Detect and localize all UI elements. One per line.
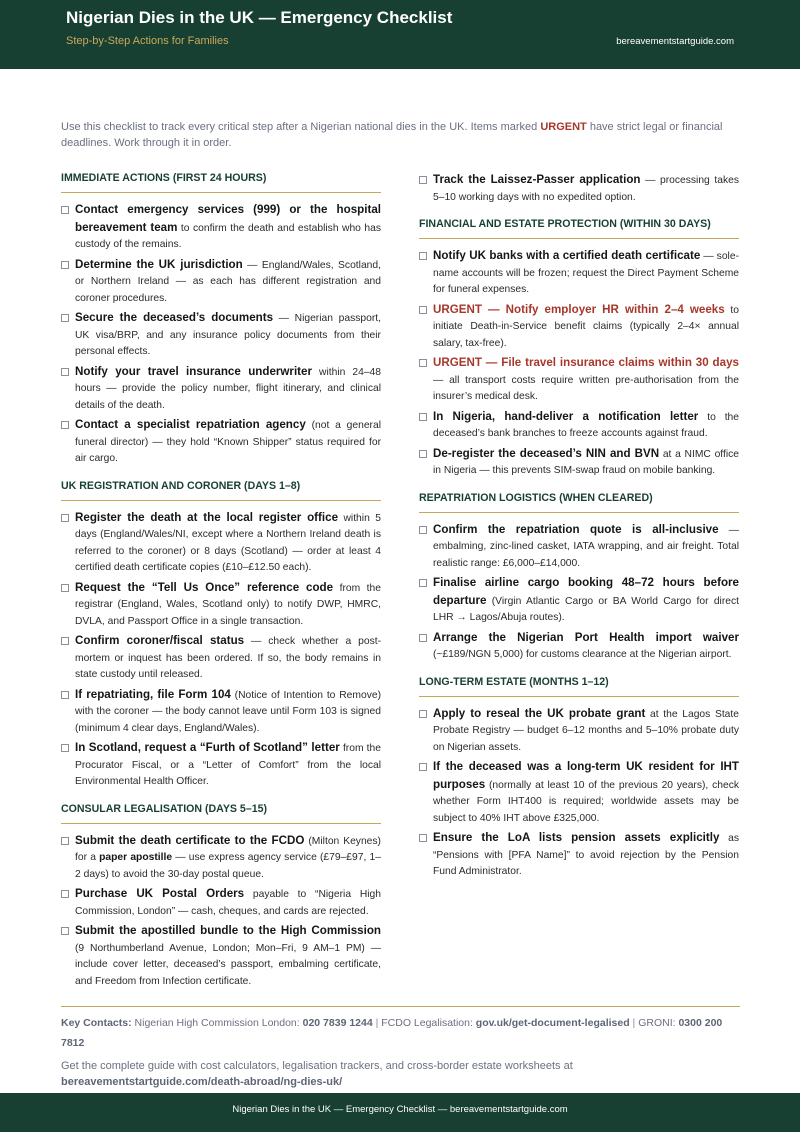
groni-phone[interactable]: 0300 200 7812: [61, 1017, 723, 1049]
item-lead: Confirm coroner/fiscal status: [75, 634, 245, 647]
groni-label: GRONI:: [638, 1017, 679, 1029]
item-text: to initiate Death-in-Service benefit claims (typically 2–4× annual salary, tax-free).: [433, 304, 740, 349]
fcdo-link[interactable]: gov.uk/get-document-legalised: [475, 1017, 630, 1029]
guide-link[interactable]: bereavementstartguide.com/death-abroad/ng-dies-uk/: [61, 1076, 343, 1088]
item-text: — processing takes 5–10 working days with no expedited option.: [433, 175, 739, 203]
page-header: [0, 0, 800, 69]
checkbox[interactable]: [61, 584, 69, 592]
hc-label: Nigerian High Commission London:: [131, 1017, 303, 1029]
checklist-item[interactable]: [61, 417, 381, 468]
checklist-item[interactable]: [419, 759, 739, 827]
item-text: (Virgin Atlantic Cargo or BA World Cargo for direct LHR → Lagos/Abuja routes).: [433, 595, 739, 623]
checklist-item[interactable]: [61, 364, 381, 415]
checkbox[interactable]: [61, 637, 69, 645]
checklist-item[interactable]: [419, 522, 739, 573]
checkbox[interactable]: [61, 206, 69, 214]
item-text: — use express agency service (£79–£97, 1–2 days) to avoid the 30-day postal queue.: [75, 852, 381, 880]
item-lead-urgent: URGENT — File travel insurance claims within 30 days: [433, 356, 739, 369]
checkbox[interactable]: [61, 314, 69, 322]
section-heading: REPATRIATION LOGISTICS (WHEN CLEARED): [419, 492, 739, 513]
item-text: within 24–48 hours — provide the policy number, flight itinerary, and clinical details of the death.: [75, 366, 381, 411]
checklist-item[interactable]: [61, 886, 381, 920]
item-lead: Apply to reseal the UK probate grant: [433, 706, 646, 720]
item-lead-urgent: URGENT — Notify employer HR within 2–4 weeks: [433, 302, 725, 316]
bottom-bar: [0, 1093, 800, 1132]
item-lead: Notify your travel insurance underwriter: [75, 364, 312, 378]
header-site-link[interactable]: bereavementstartguide.com: [616, 36, 734, 47]
checklist-item[interactable]: [61, 740, 381, 791]
page-title: Nigerian Dies in the UK — Emergency Checklist: [66, 8, 453, 27]
fcdo-label: FCDO Legalisation:: [381, 1017, 476, 1029]
checklist-item-urgent[interactable]: [419, 302, 739, 353]
item-inline-bold: paper apostille: [99, 852, 173, 863]
footer-divider: [61, 1006, 740, 1007]
checkbox[interactable]: [61, 744, 69, 752]
checkbox[interactable]: [419, 176, 427, 184]
section-heading: CONSULAR LEGALISATION (DAYS 5–15): [61, 803, 381, 824]
item-lead: Track the Laissez-Passer application: [433, 173, 641, 186]
checklist-item[interactable]: [61, 687, 381, 738]
intro-text: [61, 119, 740, 151]
checkbox[interactable]: [419, 526, 427, 534]
checkbox[interactable]: [419, 413, 427, 421]
left-column: [61, 172, 381, 993]
bottom-bar-text: Nigerian Dies in the UK — Emergency Checklist — bereavementstartguide.com: [232, 1104, 568, 1115]
item-lead: Submit the apostilled bundle to the High Commission: [75, 924, 381, 937]
checkbox[interactable]: [419, 763, 427, 771]
item-lead: Notify UK banks with a certified death certificate: [433, 249, 701, 262]
item-lead: Secure the deceased’s documents: [75, 311, 274, 324]
item-lead: If repatriating, file Form 104: [75, 687, 231, 701]
checklist-item[interactable]: [419, 446, 739, 480]
checkbox[interactable]: [419, 450, 427, 458]
separator: |: [629, 1017, 639, 1029]
checklist-item[interactable]: [419, 575, 739, 627]
contacts-label: Key Contacts:: [61, 1017, 132, 1029]
item-text: (normally at least 10 of the previous 20 years), check whether Form IHT400 is required; worldwide assets may be subject to 40% IHT above £325,000.: [433, 779, 739, 824]
section-heading: FINANCIAL AND ESTATE PROTECTION (WITHIN 30 DAYS): [419, 218, 739, 239]
item-text: — England/Wales, Scotland, or Northern Ireland — as each has different registration and coroner procedures.: [75, 259, 381, 304]
section-heading: IMMEDIATE ACTIONS (FIRST 24 HOURS): [61, 172, 381, 193]
checkbox[interactable]: [419, 306, 427, 314]
checkbox[interactable]: [61, 368, 69, 376]
intro-after: have strict legal or financial deadlines. Work through it in order.: [61, 121, 723, 149]
checklist-item[interactable]: [61, 580, 381, 631]
checklist-item[interactable]: [419, 409, 739, 443]
item-text: (not a general funeral director) — they hold “Known Shipper” status required for air cargo.: [75, 420, 381, 464]
item-lead: Ensure the LoA lists pension assets explicitly: [433, 831, 720, 844]
section-heading: LONG-TERM ESTATE (MONTHS 1–12): [419, 676, 739, 697]
checkbox[interactable]: [61, 514, 69, 522]
checkbox[interactable]: [419, 634, 427, 642]
checklist-item[interactable]: [419, 630, 739, 664]
checklist-item[interactable]: [61, 923, 381, 990]
item-lead: Contact a specialist repatriation agency: [75, 418, 306, 431]
item-text: at the Lagos State Probate Registry — budget 6–12 months and 5–10% probate duty on Nigerian assets.: [433, 708, 739, 753]
checkbox[interactable]: [61, 837, 69, 845]
item-text: to confirm the death and establish who has custody of the remains.: [75, 222, 381, 250]
item-lead: Determine the UK jurisdiction: [75, 257, 243, 271]
item-lead: Purchase UK Postal Orders: [75, 887, 245, 900]
checkbox[interactable]: [61, 890, 69, 898]
checklist-item[interactable]: [61, 510, 381, 577]
checkbox[interactable]: [61, 927, 69, 935]
item-text: (~£189/NGN 5,000) for customs clearance at the Nigerian airport.: [433, 649, 732, 660]
item-text: — Nigerian passport, UK visa/BRP, and any insurance policy documents from their personal effects.: [75, 313, 381, 357]
item-text: within 5 days (England/Wales/NI, except where a Northern Ireland death is referred to the coroner) or 8 days (Scotland) — order at least 4 certified death certificate copies (£10–£12.50 each).: [75, 512, 381, 573]
urgent-keyword: URGENT: [540, 121, 587, 133]
checkbox[interactable]: [419, 359, 427, 367]
item-text: as “Pensions with [PFA Name]” to avoid rejection by the Pension Fund Administrator.: [433, 833, 739, 877]
item-text: at a NIMC office in Nigeria — this prevents SIM-swap fraud on mobile banking.: [433, 448, 739, 476]
checklist-item[interactable]: [61, 202, 381, 254]
item-lead: If the deceased was a long-term UK resident for IHT purposes: [433, 760, 739, 791]
item-text: — sole-name accounts will be frozen; request the Direct Payment Scheme for funeral expenses.: [433, 251, 740, 295]
key-contacts: [61, 1013, 740, 1053]
guide-promo: [61, 1058, 740, 1090]
page-subtitle: Step-by-Step Actions for Families: [66, 35, 229, 47]
item-text: to the deceased’s bank branches to freeze accounts against fraud.: [433, 411, 740, 439]
item-text: payable to “Nigeria High Commission, London” — cash, cheques, and cards are rejected.: [75, 889, 382, 917]
item-lead: De-register the deceased’s NIN and BVN: [433, 446, 660, 460]
item-text: — check whether a post-mortem or inquest has been ordered. If so, the body remains in state custody until released.: [75, 636, 382, 680]
checklist-item[interactable]: [419, 248, 739, 299]
item-lead: In Nigeria, hand-deliver a notification letter: [433, 409, 699, 423]
checklist-item-urgent[interactable]: [419, 355, 739, 406]
separator: |: [372, 1017, 382, 1029]
section-heading: UK REGISTRATION AND CORONER (DAYS 1–8): [61, 480, 381, 501]
intro-before: Use this checklist to track every critical step after a Nigerian national dies in the UK. Items marked: [61, 121, 541, 133]
checklist-item[interactable]: [419, 830, 739, 881]
checklist-item[interactable]: [61, 633, 381, 684]
checklist-item[interactable]: [61, 310, 381, 361]
item-lead: Request the “Tell Us Once” reference code: [75, 580, 334, 594]
item-text: from the registrar (England, Wales, Scotland only) to notify DWP, HMRC, DVLA, and Passport Office in a single transaction.: [75, 582, 381, 627]
checklist-item[interactable]: [419, 706, 739, 757]
checklist-item[interactable]: [61, 833, 381, 884]
checkbox[interactable]: [61, 421, 69, 429]
item-text: — embalming, zinc-lined casket, IATA wrapping, and air freight. Total realistic range: £6,000–£14,000.: [433, 524, 739, 569]
item-text: — all transport costs require written pre-authorisation from the insurer’s medical desk.: [433, 374, 739, 402]
item-lead: Contact emergency services (999) or the hospital bereavement team: [75, 203, 381, 234]
checklist-item[interactable]: [61, 257, 381, 308]
item-lead: Submit the death certificate to the FCDO: [75, 833, 305, 847]
item-text: from the Procurator Fiscal, or a “Letter of Comfort” from the local Environmental Health Officer.: [75, 743, 381, 787]
right-column: [419, 172, 739, 884]
checkbox[interactable]: [61, 261, 69, 269]
item-lead: Arrange the Nigerian Port Health import waiver: [433, 630, 739, 644]
checkbox[interactable]: [419, 710, 427, 718]
checkbox[interactable]: [419, 579, 427, 587]
item-text: (Notice of Intention to Remove) with the coroner — the body cannot leave until Form 103 is signed (minimum 4 clear days, England/Wales).: [75, 689, 381, 734]
guide-text: Get the complete guide with cost calculators, legalisation trackers, and cross-border estate worksheets at: [61, 1060, 573, 1072]
item-lead: In Scotland, request a “Furth of Scotland” letter: [75, 741, 340, 754]
item-lead: Confirm the repatriation quote is all-inclusive: [433, 522, 719, 536]
checkbox[interactable]: [61, 691, 69, 699]
hc-phone[interactable]: 020 7839 1244: [302, 1017, 373, 1029]
item-text: (9 Northumberland Avenue, London; Mon–Fri, 9 AM–1 PM) — include cover letter, deceased’s passport, embalming certificate, and Freedom from Infection certificate.: [75, 942, 381, 987]
item-lead: Register the death at the local register office: [75, 510, 339, 524]
item-lead: Finalise airline cargo booking 48–72 hours before departure: [433, 576, 739, 607]
item-text: (Milton Keynes) for a: [75, 835, 381, 863]
checklist-item[interactable]: [419, 172, 739, 206]
checkbox[interactable]: [419, 834, 427, 842]
checkbox[interactable]: [419, 252, 427, 260]
